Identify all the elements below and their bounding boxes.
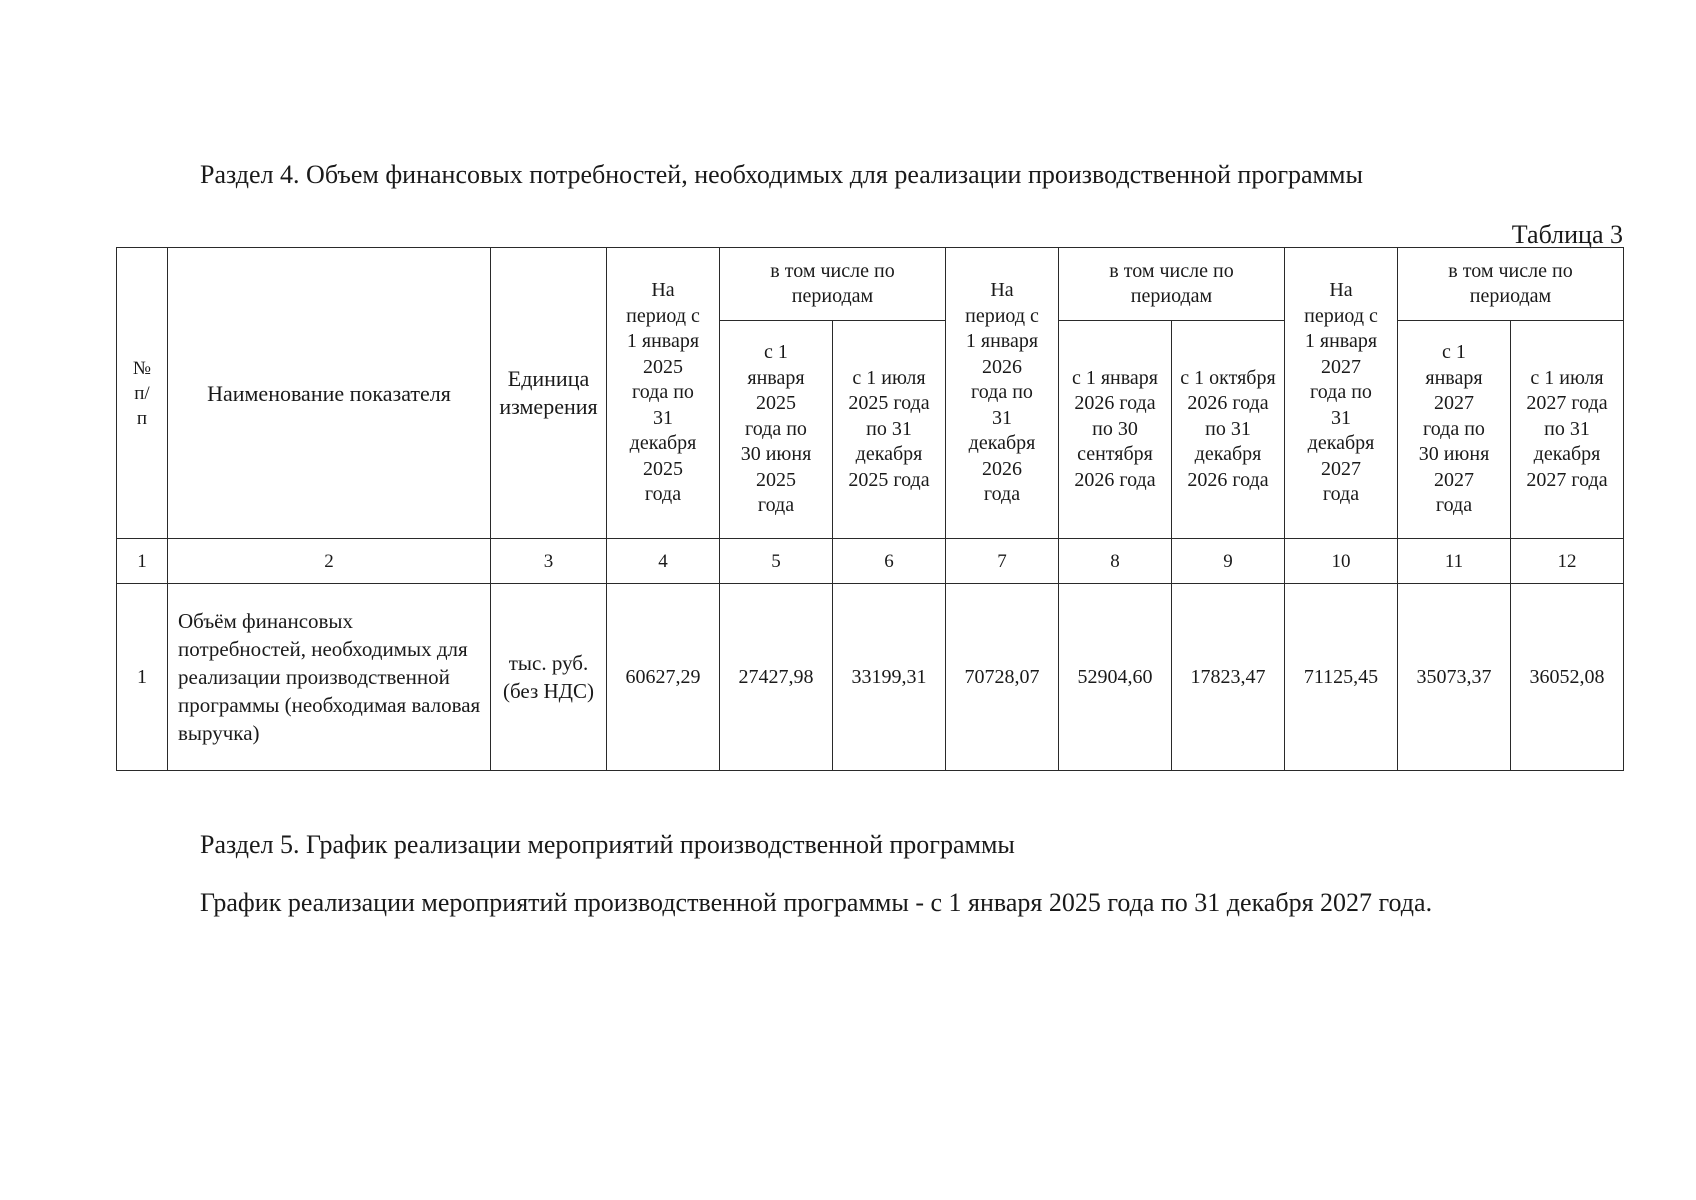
row-number: 1 — [117, 584, 168, 771]
table-row — [117, 584, 1624, 771]
header-subperiod-2025-h1: с 1 января 2025 года по 30 июня 2025 года — [720, 321, 833, 539]
header-row-number: № п/ п — [117, 248, 168, 539]
value-2026-q1-q3: 52904,60 — [1059, 584, 1172, 771]
table-caption: Таблица 3 — [1511, 220, 1623, 249]
column-number: 4 — [607, 539, 720, 584]
column-number-row — [117, 539, 1624, 584]
table-header-row-1 — [117, 248, 1624, 321]
column-number: 3 — [491, 539, 607, 584]
column-number: 10 — [1285, 539, 1398, 584]
column-number: 9 — [1172, 539, 1285, 584]
value-2026-q4: 17823,47 — [1172, 584, 1285, 771]
header-period-2026: На период с 1 января 2026 года по 31 декабря 2026 года — [946, 248, 1059, 539]
header-subperiod-2026-q1-q3: с 1 января 2026 года по 30 сентября 2026 года — [1059, 321, 1172, 539]
value-2025-h2: 33199,31 — [833, 584, 946, 771]
header-subperiods-2026: в том числе по периодам — [1059, 248, 1285, 321]
header-indicator-name: Наименование показателя — [168, 248, 491, 539]
column-number: 6 — [833, 539, 946, 584]
header-subperiod-2025-h2: с 1 июля 2025 года по 31 декабря 2025 года — [833, 321, 946, 539]
column-number: 7 — [946, 539, 1059, 584]
section-5-title: Раздел 5. График реализации мероприятий производственной программы — [200, 830, 1015, 859]
section-4-title: Раздел 4. Объем финансовых потребностей, необходимых для реализации производственной программы — [200, 160, 1363, 189]
header-period-2027: На период с 1 января 2027 года по 31 декабря 2027 года — [1285, 248, 1398, 539]
value-2026-total: 70728,07 — [946, 584, 1059, 771]
column-number: 2 — [168, 539, 491, 584]
value-2027-h2: 36052,08 — [1511, 584, 1624, 771]
header-subperiods-2027: в том числе по периодам — [1398, 248, 1624, 321]
header-subperiod-2027-h2: с 1 июля 2027 года по 31 декабря 2027 года — [1511, 321, 1624, 539]
column-number: 12 — [1511, 539, 1624, 584]
unit-of-measure: тыс. руб. (без НДС) — [491, 584, 607, 771]
column-number: 1 — [117, 539, 168, 584]
value-2027-h1: 35073,37 — [1398, 584, 1511, 771]
column-number: 11 — [1398, 539, 1511, 584]
header-subperiod-2026-q4: с 1 октября 2026 года по 31 декабря 2026 года — [1172, 321, 1285, 539]
value-2025-h1: 27427,98 — [720, 584, 833, 771]
indicator-name: Объём финансовых потребностей, необходимых для реализации производственной программы (необходимая валовая выручка) — [168, 584, 491, 771]
value-2025-total: 60627,29 — [607, 584, 720, 771]
header-subperiods-2025: в том числе по периодам — [720, 248, 946, 321]
column-number: 5 — [720, 539, 833, 584]
header-unit: Единица измерения — [491, 248, 607, 539]
header-subperiod-2027-h1: с 1 января 2027 года по 30 июня 2027 года — [1398, 321, 1511, 539]
column-number: 8 — [1059, 539, 1172, 584]
value-2027-total: 71125,45 — [1285, 584, 1398, 771]
financial-needs-table — [116, 247, 1624, 771]
section-5-text: График реализации мероприятий производственной программы - с 1 января 2025 года по 31 декабря 2027 года. — [200, 888, 1433, 917]
header-period-2025: На период с 1 января 2025 года по 31 декабря 2025 года — [607, 248, 720, 539]
